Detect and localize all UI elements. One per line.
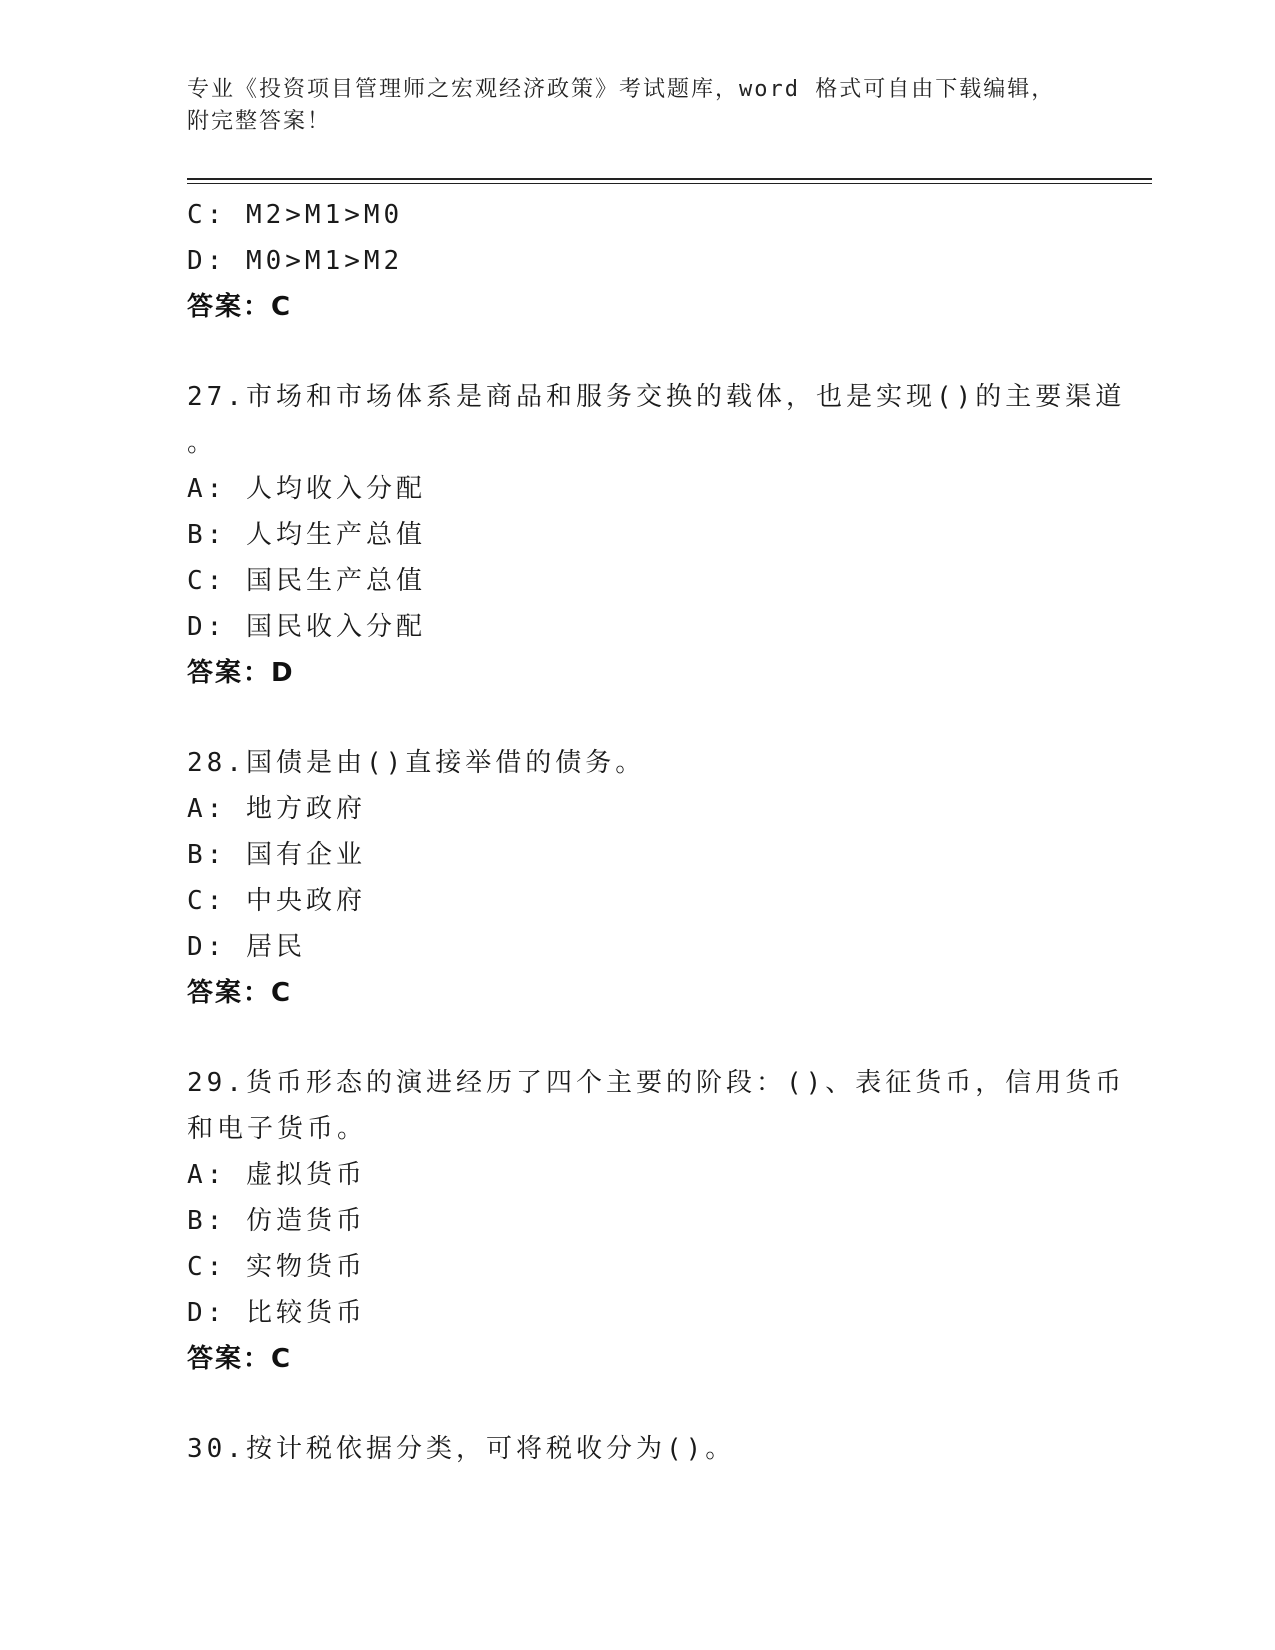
question-28	[187, 740, 1077, 1016]
option-d: D: 居民	[187, 932, 306, 962]
header-line-1: 专业《投资项目管理师之宏观经济政策》考试题库，word 格式可自由下载编辑，	[187, 77, 1056, 102]
question-list	[187, 192, 1126, 1472]
question-27	[187, 374, 1126, 696]
option-c: C: 实物货币	[187, 1252, 366, 1282]
answer-line: 答案：C	[187, 292, 293, 322]
question-29	[187, 1060, 1126, 1382]
question-stem-continued: 和电子货币。	[187, 1114, 368, 1144]
header-divider-thick	[187, 178, 1152, 180]
question-stem: 30.按计税依据分类，可将税收分为()。	[187, 1434, 736, 1464]
option-a: A: 人均收入分配	[187, 474, 426, 504]
option-c: C: 中央政府	[187, 886, 366, 916]
document-header	[187, 74, 1077, 138]
spacer	[187, 330, 1077, 374]
answer-line: 答案：C	[187, 1344, 293, 1374]
question-stem: 29.货币形态的演进经历了四个主要的阶段：()、表征货币，信用货币	[187, 1068, 1126, 1098]
option-d: D: 比较货币	[187, 1298, 366, 1328]
spacer	[187, 696, 1077, 740]
spacer	[187, 1382, 1077, 1426]
header-line-2: 附完整答案！	[187, 109, 332, 134]
question-stem: 28.国债是由()直接举借的债务。	[187, 748, 646, 778]
option-c: C: M2>M1>M0	[187, 200, 404, 230]
option-b: B: 国有企业	[187, 840, 366, 870]
option-a: A: 虚拟货币	[187, 1160, 366, 1190]
question-stem: 27.市场和市场体系是商品和服务交换的载体，也是实现()的主要渠道	[187, 382, 1126, 412]
question-30	[187, 1426, 1077, 1472]
option-d: D: M0>M1>M2	[187, 246, 404, 276]
option-b: B: 人均生产总值	[187, 520, 426, 550]
answer-line: 答案：D	[187, 658, 295, 688]
question-stem-continued: 。	[187, 428, 218, 458]
option-b: B: 仿造货币	[187, 1206, 366, 1236]
answer-line: 答案：C	[187, 978, 293, 1008]
option-a: A: 地方政府	[187, 794, 366, 824]
option-d: D: 国民收入分配	[187, 612, 426, 642]
header-divider-thin	[187, 183, 1152, 184]
spacer	[187, 1016, 1077, 1060]
option-c: C: 国民生产总值	[187, 566, 426, 596]
question-26-continued	[187, 192, 1077, 330]
